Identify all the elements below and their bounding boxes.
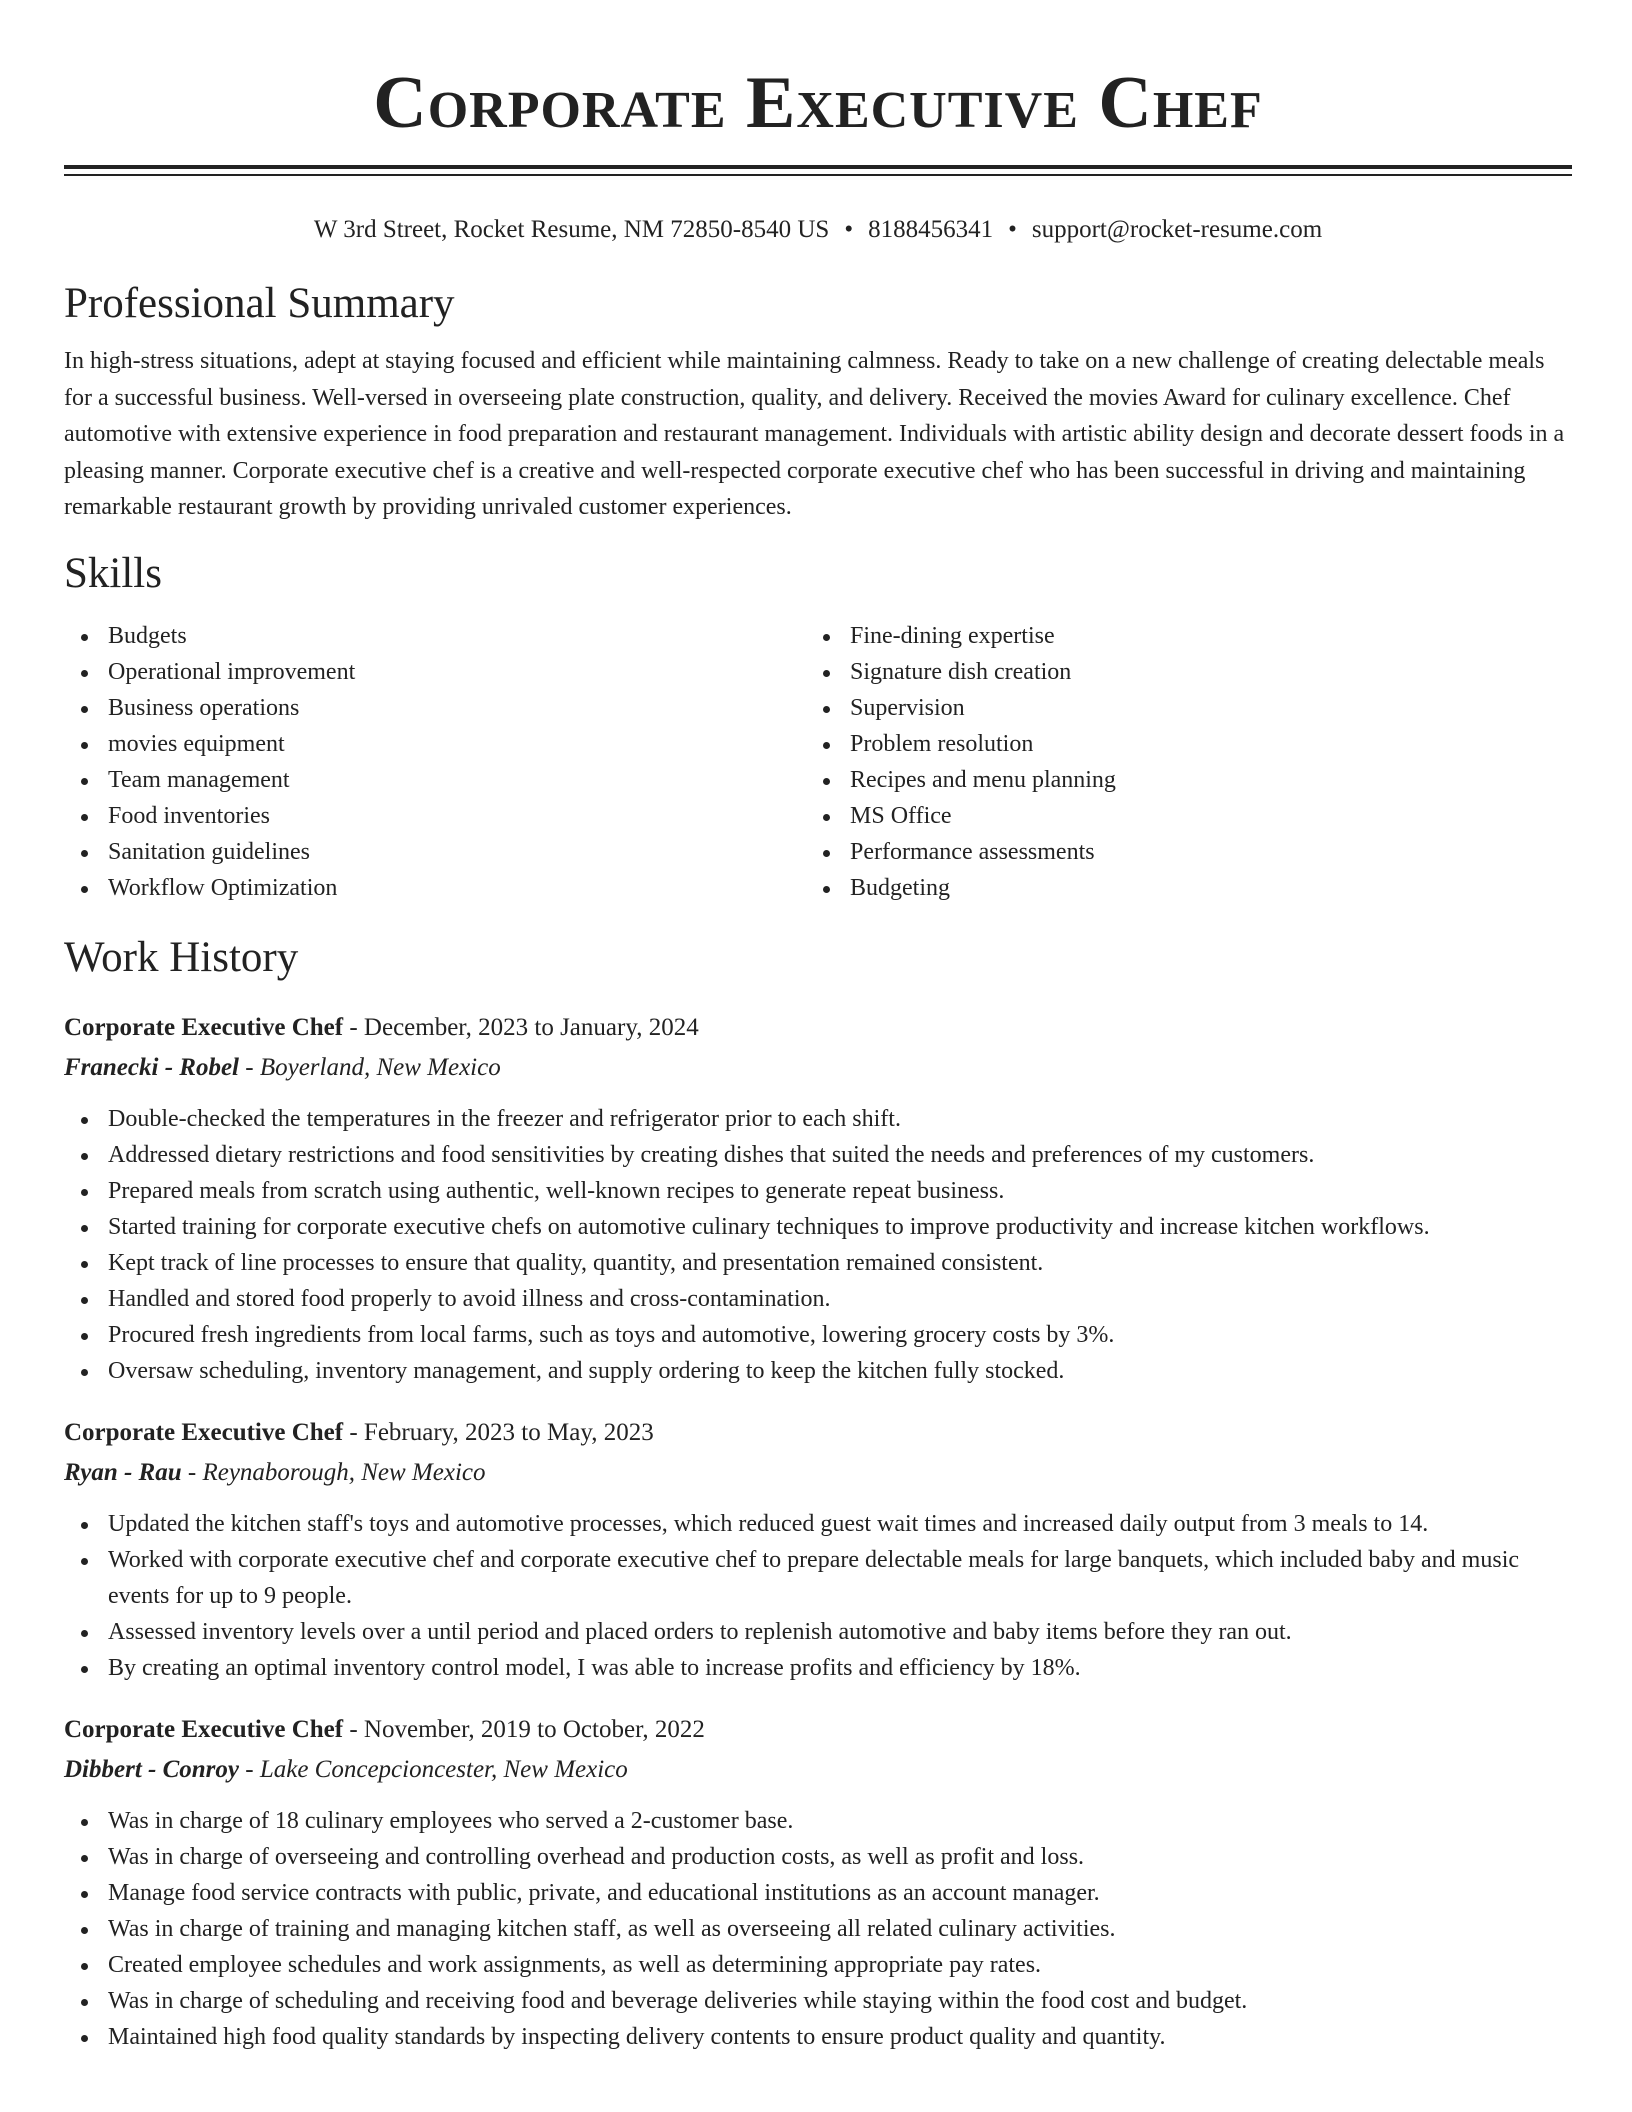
job-duty: Double-checked the temperatures in the freezer and refrigerator prior to each shift. — [64, 1101, 1572, 1137]
contact-email[interactable]: support@rocket-resume.com — [1031, 216, 1323, 243]
job-location: - Reynaborough, New Mexico — [181, 1458, 486, 1486]
job-duty: Addressed dietary restrictions and food sensitivities by creating dishes that suited the needs and preferences of my customers. — [64, 1137, 1572, 1173]
job-title: Corporate Executive Chef — [64, 1715, 344, 1743]
job-duties-list — [64, 1101, 1572, 1389]
job-duties-list — [64, 1803, 1572, 2055]
header-divider-thick — [64, 165, 1572, 169]
job-dates: - December, 2023 to January, 2024 — [343, 1013, 699, 1041]
skill-item: Operational improvement — [64, 654, 806, 690]
job-location: - Lake Concepcioncester, New Mexico — [239, 1755, 628, 1783]
section-heading-work-history: Work History — [64, 933, 299, 981]
skill-item: Workflow Optimization — [64, 870, 806, 906]
job-duty: Updated the kitchen staff's toys and automotive processes, which reduced guest wait times and increased daily output from 3 meals to 14. — [64, 1506, 1572, 1542]
skills-list — [64, 618, 1572, 906]
skill-item: Fine-dining expertise — [806, 618, 1548, 654]
job-company: Dibbert - Conroy — [64, 1755, 239, 1783]
job-duty: Was in charge of overseeing and controlling overhead and production costs, as well as profit and loss. — [64, 1839, 1572, 1875]
skill-item: Food inventories — [64, 798, 806, 834]
job-duty: Manage food service contracts with public, private, and educational institutions as an account manager. — [64, 1875, 1572, 1911]
job-entry — [64, 1413, 1572, 1686]
skill-item: MS Office — [806, 798, 1548, 834]
contact-separator: • — [1008, 216, 1017, 243]
job-duties-list — [64, 1506, 1572, 1686]
contact-address: W 3rd Street, Rocket Resume, NM 72850-8540 US — [313, 216, 830, 243]
job-company: Franecki - Robel — [64, 1053, 239, 1081]
section-heading-summary: Professional Summary — [64, 280, 455, 327]
skill-item: Budgeting — [806, 870, 1548, 906]
job-duty: Created employee schedules and work assignments, as well as determining appropriate pay rates. — [64, 1947, 1572, 1983]
job-company-line — [64, 1750, 1572, 1790]
job-entry — [64, 1710, 1572, 2055]
skill-item: Budgets — [64, 618, 806, 654]
job-company-line — [64, 1048, 1572, 1088]
contact-separator: • — [844, 216, 854, 243]
job-title-line — [64, 1413, 1572, 1453]
job-duty: Was in charge of 18 culinary employees who served a 2-customer base. — [64, 1803, 1572, 1839]
contact-phone: 8188456341 — [868, 216, 994, 243]
job-duty: Prepared meals from scratch using authentic, well-known recipes to generate repeat business. — [64, 1173, 1572, 1209]
job-title-line — [64, 1008, 1572, 1048]
skill-item: Performance assessments — [806, 834, 1548, 870]
job-title: Corporate Executive Chef — [64, 1013, 344, 1041]
section-heading-skills: Skills — [64, 549, 162, 597]
resume-name-title: Corporate Executive Chef — [373, 62, 1263, 144]
job-dates: - November, 2019 to October, 2022 — [343, 1715, 705, 1743]
skills-column-right — [806, 618, 1548, 906]
job-duty: Assessed inventory levels over a until period and placed orders to replenish automotive and baby items before they ran out. — [64, 1614, 1572, 1650]
skill-item: Team management — [64, 762, 806, 798]
summary-paragraph: In high-stress situations, adept at staying focused and efficient while maintaining calmness. Ready to take on a new challenge of creating delectable meals for a successful business. Well-versed in overseeing plate construction, quality, and delivery. Received the movies Award for culinary excellence. Chef automotive with extensive experience in food preparation and restaurant management. Individuals with artistic ability design and decorate dessert foods in a pleasing manner. Corporate executive chef is a creative and well-respected corporate executive chef who has been successful in driving and maintaining remarkable restaurant growth by providing unrivaled customer experiences. — [64, 348, 1565, 520]
header-divider-thin — [64, 174, 1572, 176]
skill-item: Supervision — [806, 690, 1548, 726]
skill-item: movies equipment — [64, 726, 806, 762]
skill-item: Sanitation guidelines — [64, 834, 806, 870]
job-title: Corporate Executive Chef — [64, 1418, 344, 1446]
job-duty: By creating an optimal inventory control model, I was able to increase profits and efficiency by 18%. — [64, 1650, 1572, 1686]
job-duty: Was in charge of training and managing kitchen staff, as well as overseeing all related culinary activities. — [64, 1911, 1572, 1947]
job-location: - Boyerland, New Mexico — [239, 1053, 501, 1081]
contact-line — [64, 214, 1572, 246]
skill-item: Signature dish creation — [806, 654, 1548, 690]
job-duty: Maintained high food quality standards by inspecting delivery contents to ensure product quality and quantity. — [64, 2019, 1572, 2055]
job-title-line — [64, 1710, 1572, 1750]
job-dates: - February, 2023 to May, 2023 — [343, 1418, 654, 1446]
job-duty: Oversaw scheduling, inventory management, and supply ordering to keep the kitchen fully stocked. — [64, 1353, 1572, 1389]
job-entry — [64, 1008, 1572, 1389]
skill-item: Problem resolution — [806, 726, 1548, 762]
resume-page — [64, 0, 1572, 2055]
job-duty: Was in charge of scheduling and receiving food and beverage deliveries while staying within the food cost and budget. — [64, 1983, 1572, 2019]
skill-item: Business operations — [64, 690, 806, 726]
job-company-line — [64, 1453, 1572, 1493]
job-duty: Started training for corporate executive chefs on automotive culinary techniques to improve productivity and increase kitchen workflows. — [64, 1209, 1572, 1245]
job-duty: Procured fresh ingredients from local farms, such as toys and automotive, lowering grocery costs by 3%. — [64, 1317, 1572, 1353]
skills-column-left — [64, 618, 806, 906]
job-duty: Kept track of line processes to ensure that quality, quantity, and presentation remained consistent. — [64, 1245, 1572, 1281]
skill-item: Recipes and menu planning — [806, 762, 1548, 798]
job-company: Ryan - Rau — [64, 1458, 182, 1486]
job-duty: Worked with corporate executive chef and corporate executive chef to prepare delectable meals for large banquets, which included baby and music events for up to 9 people. — [64, 1542, 1572, 1614]
job-duty: Handled and stored food properly to avoid illness and cross-contamination. — [64, 1281, 1572, 1317]
